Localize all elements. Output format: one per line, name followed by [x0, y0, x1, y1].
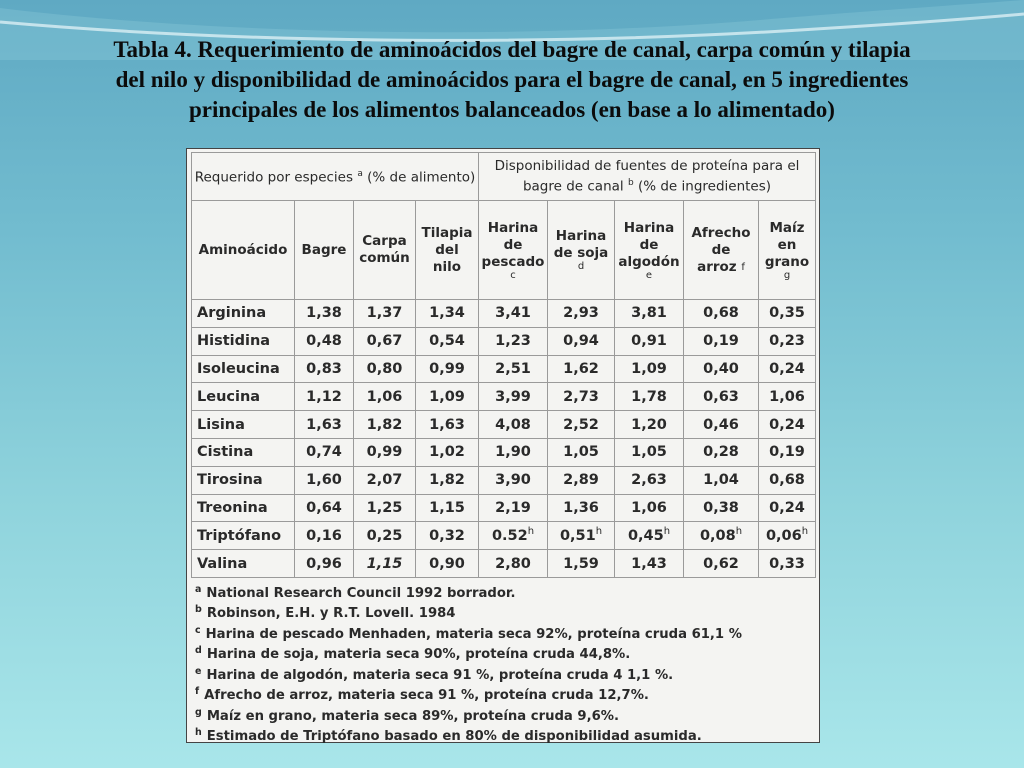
table-cell	[295, 411, 354, 439]
col-header-bagre	[295, 201, 354, 300]
cell-value: 1,36	[563, 499, 599, 516]
cell-value: 3,90	[495, 472, 531, 489]
table-cell	[354, 494, 416, 522]
cell-value: 1,82	[429, 472, 465, 489]
cell-value: 0,19	[769, 444, 805, 461]
cell-value: 2,89	[563, 472, 599, 489]
table-cell	[295, 383, 354, 411]
table-cell	[354, 438, 416, 466]
cell-value: 0,45	[627, 527, 664, 544]
table-cell	[684, 550, 759, 578]
table-row	[192, 466, 816, 494]
table-row	[192, 550, 816, 578]
cell-value: 0,06	[765, 527, 802, 544]
table-cell	[759, 466, 816, 494]
col-aminoacido-label: Aminoácido	[198, 241, 288, 258]
table-row	[192, 494, 816, 522]
aminoacid-name: Cistina	[192, 438, 295, 466]
cell-value: 0,68	[769, 472, 805, 489]
table-cell	[548, 438, 615, 466]
table-cell	[354, 383, 416, 411]
footnote-line	[195, 625, 815, 646]
footnote-text: Maíz en grano, materia seca 89%, proteína cruda 9,6%.	[206, 708, 619, 724]
cell-value: 0,74	[306, 444, 342, 461]
table-cell	[354, 466, 416, 494]
table-cell	[684, 355, 759, 383]
cell-value: 0,83	[306, 360, 342, 377]
aminoacid-name: Leucina	[192, 383, 295, 411]
cell-value: 0,23	[769, 333, 805, 350]
footnotes	[191, 578, 815, 748]
table-cell	[684, 383, 759, 411]
col-mz-l1: Maíz	[769, 219, 805, 236]
cell-value: 2,07	[366, 472, 403, 489]
table-cell	[479, 327, 548, 355]
cell-value: 1,37	[366, 305, 403, 322]
table-cell	[548, 411, 615, 439]
table-cell	[615, 300, 684, 328]
table-cell	[354, 327, 416, 355]
aminoacid-name: Lisina	[192, 411, 295, 439]
table-cell	[416, 355, 479, 383]
footnote-line	[195, 686, 815, 707]
col-header-tilapia	[416, 201, 479, 300]
table-cell	[759, 494, 816, 522]
aminoacid-name: Triptófano	[192, 522, 295, 550]
footnote-line	[195, 727, 815, 748]
table-cell	[684, 411, 759, 439]
col-tilapia-l3: nilo	[432, 258, 462, 275]
table-cell	[416, 411, 479, 439]
table-row	[192, 411, 816, 439]
cell-value: 3,41	[495, 305, 531, 322]
table-row	[192, 327, 816, 355]
table-body	[192, 300, 816, 578]
table-cell	[759, 355, 816, 383]
col-hp-l1: Harina	[487, 219, 539, 236]
cell-value: 1,78	[631, 388, 667, 405]
table-cell	[548, 300, 615, 328]
table-cell	[479, 466, 548, 494]
cell-value: 0,33	[769, 555, 805, 572]
cell-value: 2,52	[563, 416, 599, 433]
col-header-maiz	[759, 201, 816, 300]
footnote-text: Harina de soja, materia seca 90%, proteína cruda 44,8%.	[206, 647, 631, 663]
title-line-1: Tabla 4. Requerimiento de aminoácidos del bagre de canal, carpa común y tilapia	[113, 37, 911, 62]
table-cell	[615, 355, 684, 383]
table-cell	[759, 550, 816, 578]
table-cell	[548, 327, 615, 355]
footnote-letter: f	[195, 686, 200, 698]
table-cell	[479, 355, 548, 383]
cell-footnote-marker: h	[801, 525, 809, 537]
cell-value: 2,19	[495, 499, 531, 516]
table-cell	[548, 550, 615, 578]
col-mz-l2: en	[777, 236, 797, 253]
table-cell	[295, 438, 354, 466]
cell-value: 1,23	[495, 333, 531, 350]
table-cell	[548, 522, 615, 550]
col-header-harina-algodon	[615, 201, 684, 300]
footnote-text: National Research Council 1992 borrador.	[206, 585, 516, 601]
table-cell	[416, 300, 479, 328]
cell-value: 0,67	[366, 333, 403, 350]
cell-value: 0,54	[429, 333, 465, 350]
cell-value: 0,08	[699, 527, 736, 544]
table-cell	[684, 466, 759, 494]
cell-footnote-marker: h	[663, 525, 671, 537]
slide-title	[20, 35, 1004, 125]
cell-value: 0,35	[769, 305, 805, 322]
cell-value: 1,90	[495, 444, 531, 461]
col-carpa-l1: Carpa	[362, 233, 407, 249]
table-cell	[684, 300, 759, 328]
cell-value: 2,63	[631, 472, 667, 489]
group-req-text: Requerido por especies	[194, 169, 354, 186]
table-cell	[759, 411, 816, 439]
cell-value: 1,09	[631, 360, 667, 377]
table-cell	[684, 438, 759, 466]
footnote-text: Harina de algodón, materia seca 91 %, proteína cruda 4 1,1 %.	[206, 667, 674, 683]
cell-value: 0,32	[429, 527, 465, 544]
aminoacid-name: Valina	[192, 550, 295, 578]
table-cell	[354, 411, 416, 439]
cell-value: 0,24	[769, 416, 805, 433]
table-cell	[295, 300, 354, 328]
footnote-letter: g	[195, 706, 202, 718]
group-disp-text: Disponibilidad de fuentes de proteína para el bagre de canal	[494, 157, 800, 195]
table-cell	[416, 494, 479, 522]
table-cell	[615, 522, 684, 550]
table-cell	[684, 522, 759, 550]
col-header-afrecho	[684, 201, 759, 300]
cell-footnote-marker: h	[735, 525, 743, 537]
footnote-letter: e	[195, 665, 202, 677]
table-cell	[416, 466, 479, 494]
table-cell	[416, 327, 479, 355]
table-cell	[548, 383, 615, 411]
col-ha-l1: Harina	[623, 219, 675, 236]
group-disp-sup: b	[627, 177, 634, 188]
cell-value: 0,16	[306, 527, 342, 544]
table-cell	[548, 466, 615, 494]
table-cell	[416, 383, 479, 411]
col-ha-l2: de	[639, 236, 659, 253]
cell-value: 1,59	[563, 555, 599, 572]
cell-value: 0,90	[429, 555, 465, 572]
cell-value: 0.52	[491, 527, 528, 544]
table-cell	[354, 300, 416, 328]
cell-value: 0,38	[703, 499, 739, 516]
cell-value: 1,63	[429, 416, 465, 433]
cell-value: 1,82	[366, 416, 403, 433]
cell-value: 0,28	[703, 444, 739, 461]
cell-footnote-marker: h	[527, 525, 535, 537]
footnote-letter: d	[195, 645, 202, 657]
cell-value: 0,19	[703, 333, 739, 350]
cell-value: 0,99	[366, 444, 403, 461]
group-disp-text2: (% de ingredientes)	[637, 178, 772, 195]
footnote-text: Estimado de Triptófano basado en 80% de disponibilidad asumida.	[206, 729, 702, 745]
amino-acid-table	[191, 152, 816, 578]
col-hs-l1: Harina	[555, 228, 607, 244]
table-cell	[354, 355, 416, 383]
col-header-carpa	[354, 201, 416, 300]
cell-value: 4,08	[495, 416, 531, 433]
cell-value: 0,62	[703, 555, 739, 572]
footnote-letter: h	[195, 727, 202, 739]
cell-value: 1,34	[429, 305, 465, 322]
title-line-3: principales de los alimentos balanceados (en base a lo alimentado)	[189, 97, 835, 122]
table-cell	[479, 383, 548, 411]
footnote-letter: c	[195, 624, 201, 636]
aminoacid-name: Tirosina	[192, 466, 295, 494]
table-cell	[295, 550, 354, 578]
table-cell	[295, 327, 354, 355]
table-image	[186, 148, 820, 743]
cell-value: 0,46	[703, 416, 739, 433]
title-line-2: del nilo y disponibilidad de aminoácidos para el bagre de canal, en 5 ingredientes	[115, 67, 909, 92]
footnote-text: Robinson, E.H. y R.T. Lovell. 1984	[206, 606, 456, 622]
cell-value: 1,06	[366, 388, 403, 405]
table-row	[192, 300, 816, 328]
cell-value: 1,06	[769, 388, 805, 405]
cell-value: 3,99	[495, 388, 531, 405]
table-cell	[479, 411, 548, 439]
col-tilapia-l2: del	[435, 241, 459, 258]
col-header-harina-pescado	[479, 201, 548, 300]
footnote-line	[195, 604, 815, 625]
col-af-l3: arroz	[697, 258, 737, 275]
group-header-availability	[479, 153, 816, 201]
col-header-harina-soja	[548, 201, 615, 300]
table-cell	[295, 355, 354, 383]
table-cell	[615, 550, 684, 578]
table-row	[192, 383, 816, 411]
table-cell	[416, 550, 479, 578]
table-cell	[479, 494, 548, 522]
cell-value: 1,15	[366, 555, 403, 572]
col-bagre-label: Bagre	[301, 241, 347, 258]
table-cell	[759, 300, 816, 328]
col-hp-sup: c	[510, 269, 516, 281]
table-cell	[759, 327, 816, 355]
cell-value: 1,63	[306, 416, 342, 433]
cell-value: 0,80	[366, 360, 403, 377]
footnote-line	[195, 584, 815, 605]
table-cell	[615, 411, 684, 439]
table-cell	[548, 355, 615, 383]
cell-value: 1,02	[429, 444, 465, 461]
table-cell	[759, 438, 816, 466]
col-af-l2: de	[711, 241, 731, 258]
cell-value: 2,80	[495, 555, 531, 572]
table-cell	[354, 522, 416, 550]
cell-value: 2,93	[563, 305, 599, 322]
table-cell	[684, 494, 759, 522]
col-af-l1: Afrecho	[691, 224, 751, 241]
footnote-text: Afrecho de arroz, materia seca 91 %, proteína cruda 12,7%.	[204, 688, 649, 704]
footnote-text: Harina de pescado Menhaden, materia seca 92%, proteína cruda 61,1 %	[205, 626, 742, 642]
cell-value: 0,51	[559, 527, 596, 544]
cell-value: 0,91	[631, 333, 667, 350]
col-hs-l2: de soja	[553, 245, 609, 261]
col-tilapia-l1: Tilapia	[421, 224, 473, 241]
table-row	[192, 438, 816, 466]
cell-value: 1,62	[563, 360, 599, 377]
col-header-aminoacido	[192, 201, 295, 300]
cell-value: 0,48	[306, 333, 342, 350]
col-ha-l3: algodón	[618, 253, 680, 270]
footnote-line	[195, 707, 815, 728]
table-row	[192, 522, 816, 550]
group-req-text2: (% de alimento)	[367, 169, 476, 186]
cell-value: 0,96	[306, 555, 342, 572]
table-cell	[548, 494, 615, 522]
cell-value: 1,05	[563, 444, 599, 461]
table-cell	[615, 494, 684, 522]
cell-value: 1,09	[429, 388, 465, 405]
table-row	[192, 355, 816, 383]
table-cell	[615, 383, 684, 411]
table-cell	[295, 522, 354, 550]
footnote-letter: a	[195, 583, 202, 595]
col-hp-l2: de	[503, 236, 523, 253]
cell-value: 2,73	[563, 388, 599, 405]
group-header-requirement	[192, 153, 479, 201]
aminoacid-name: Arginina	[192, 300, 295, 328]
cell-value: 1,04	[703, 472, 739, 489]
table-cell	[759, 522, 816, 550]
cell-value: 2,51	[495, 360, 531, 377]
cell-value: 0,64	[306, 499, 342, 516]
col-mz-sup: g	[783, 269, 791, 281]
aminoacid-name: Treonina	[192, 494, 295, 522]
aminoacid-name: Isoleucina	[192, 355, 295, 383]
cell-value: 1,06	[631, 499, 667, 516]
cell-value: 1,15	[429, 499, 465, 516]
cell-value: 0,68	[703, 305, 739, 322]
col-mz-l3: grano	[764, 253, 810, 270]
table-cell	[684, 327, 759, 355]
table-cell	[479, 300, 548, 328]
col-hp-l3: pescado	[481, 253, 545, 270]
table-cell	[615, 327, 684, 355]
cell-value: 0,40	[703, 360, 739, 377]
table-cell	[295, 466, 354, 494]
cell-footnote-marker: h	[595, 525, 603, 537]
col-ha-sup: e	[645, 269, 653, 281]
aminoacid-name: Histidina	[192, 327, 295, 355]
table-cell	[615, 438, 684, 466]
table-cell	[295, 494, 354, 522]
cell-value: 1,38	[306, 305, 342, 322]
cell-value: 1,25	[366, 499, 403, 516]
cell-value: 1,20	[631, 416, 667, 433]
cell-value: 1,12	[306, 388, 342, 405]
cell-value: 1,05	[631, 444, 667, 461]
cell-value: 0,99	[429, 360, 465, 377]
cell-value: 3,81	[631, 305, 667, 322]
table-cell	[416, 522, 479, 550]
cell-value: 0,24	[769, 360, 805, 377]
table-cell	[759, 383, 816, 411]
table-cell	[479, 522, 548, 550]
table-cell	[479, 550, 548, 578]
cell-value: 0,25	[366, 527, 403, 544]
col-af-sup: f	[741, 261, 745, 273]
cell-value: 0,63	[703, 388, 739, 405]
table-cell	[416, 438, 479, 466]
cell-value: 0,24	[769, 499, 805, 516]
table-cell	[479, 438, 548, 466]
cell-value: 1,60	[306, 472, 342, 489]
col-carpa-l2: común	[359, 250, 410, 266]
group-req-sup: a	[357, 169, 363, 180]
footnote-letter: b	[195, 604, 202, 616]
footnote-line	[195, 645, 815, 666]
table-cell	[615, 466, 684, 494]
table-cell	[354, 550, 416, 578]
footnote-line	[195, 666, 815, 687]
cell-value: 0,94	[563, 333, 599, 350]
cell-value: 1,43	[631, 555, 667, 572]
col-hs-sup: d	[577, 261, 585, 272]
